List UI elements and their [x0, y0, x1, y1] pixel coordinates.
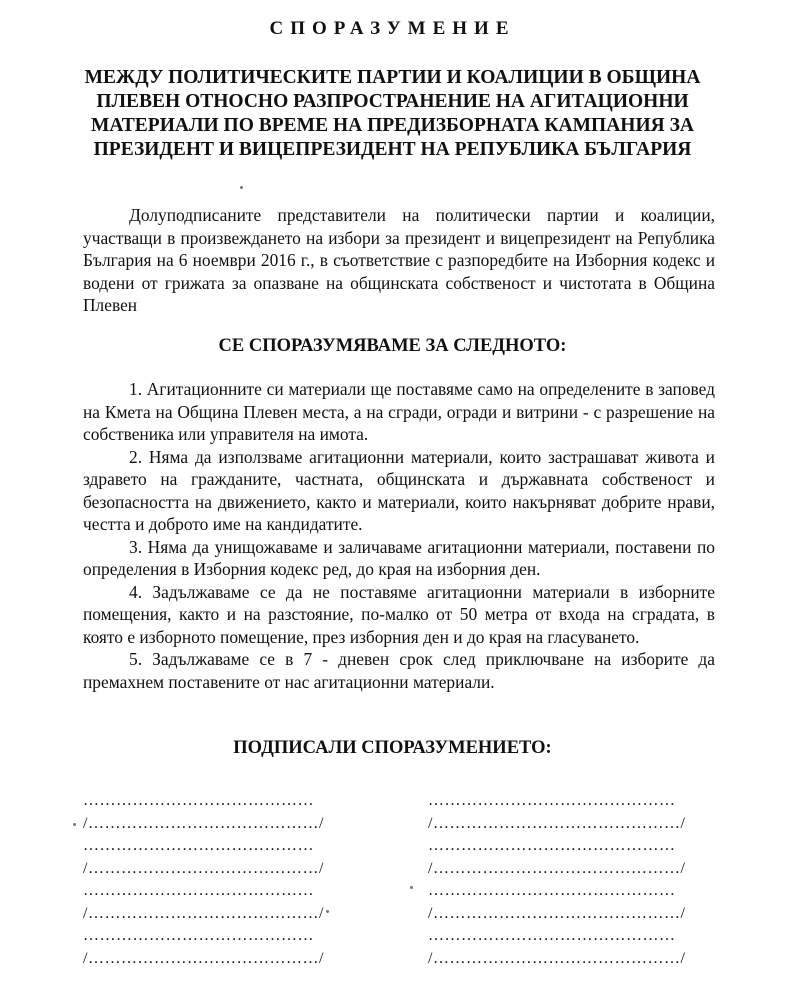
intro-text: Долуподписаните представители на политически партии и коалиции, участващи в произвеждането на избори за президент и вицепрезидент на Република България на 6 ноември 2016 г., в съответствие с разпоредбите на Изборния кодекс и водени от грижата за опазване на общинската собственост и чистотата в Община Плевен — [83, 205, 715, 315]
document-subtitle — [60, 66, 725, 162]
signature-name-line: /……………………………………/ — [83, 949, 324, 967]
signed-heading: ПОДПИСАЛИ СПОРАЗУМЕНИЕТО: — [233, 738, 552, 758]
subtitle-line: МАТЕРИАЛИ ПО ВРЕМЕ НА ПРЕДИЗБОРНАТА КАМПАНИЯ ЗА — [91, 115, 694, 136]
signature-name-line: /……………………………………/ — [83, 904, 324, 922]
agreement-item: 2. Няма да използваме агитационни материали, които застрашават живота и здравето на гражданите, частната, общинската и държавната собственост и безопасността на движението, както и материали, които накърняват добрите нрави, честта и доброто име на кандидатите. — [83, 446, 715, 534]
scan-speck — [73, 823, 76, 826]
agreement-heading: СЕ СПОРАЗУМЯВАМЕ ЗА СЛЕДНОТО: — [218, 336, 567, 356]
subtitle-line: ПРЕЗИДЕНТ И ВИЦЕПРЕЗИДЕНТ НА РЕПУБЛИКА БЪЛГАРИЯ — [93, 139, 692, 160]
subtitle-line: ПЛЕВЕН ОТНОСНО РАЗПРОСТРАНЕНИЕ НА АГИТАЦИОННИ — [96, 91, 689, 112]
scan-speck — [326, 910, 329, 913]
signature-name-line: /……………………………………/ — [83, 859, 324, 877]
signature-line: …………………………………… — [83, 882, 314, 899]
signature-name-line: /………………………………………/ — [428, 904, 686, 922]
signature-line: ……………………………………… — [428, 792, 676, 809]
subtitle-line: МЕЖДУ ПОЛИТИЧЕСКИТЕ ПАРТИИ И КОАЛИЦИИ В ОБЩИНА — [84, 67, 701, 88]
agreement-item: 3. Няма да унищожаваме и заличаваме агитационни материали, поставени по определения в Изборния кодекс ред, до края на изборния ден. — [83, 536, 715, 579]
signature-line: ……………………………………… — [428, 927, 676, 944]
scan-speck — [410, 886, 413, 889]
signature-name-line: /……………………………………/ — [83, 814, 324, 832]
document-title: СПОРАЗУМЕНИЕ — [269, 18, 516, 39]
scan-speck — [240, 186, 243, 189]
intro-paragraph — [83, 204, 715, 317]
signature-column-left — [83, 790, 324, 970]
signature-line: …………………………………… — [83, 837, 314, 854]
signature-line: ……………………………………… — [428, 882, 676, 899]
agreement-item: 5. Задължаваме се в 7 - дневен срок след приключване на изборите да премахнем поставените от нас агитационни материали. — [83, 649, 715, 692]
signature-name-line: /………………………………………/ — [428, 814, 686, 832]
signature-line: …………………………………… — [83, 927, 314, 944]
agreement-items — [83, 378, 715, 693]
signature-line: …………………………………… — [83, 792, 314, 809]
signature-column-right — [428, 790, 685, 970]
signature-name-line: /………………………………………/ — [428, 859, 686, 877]
signature-line: ……………………………………… — [428, 837, 676, 854]
signature-name-line: /………………………………………/ — [428, 949, 686, 967]
agreement-item: 4. Задължаваме се да не поставяме агитационни материали в изборните помещения, както и на разстояние, по-малко от 50 метра от входа на сградата, в която е изборното помещение, през изборния ден и до края на гласуването. — [83, 581, 715, 647]
agreement-item: 1. Агитационните си материали ще поставяме само на определените в заповед на Кмета на Община Плевен места, а на сгради, огради и витрини - с разрешение на собственика или управителя на имота. — [83, 379, 715, 444]
